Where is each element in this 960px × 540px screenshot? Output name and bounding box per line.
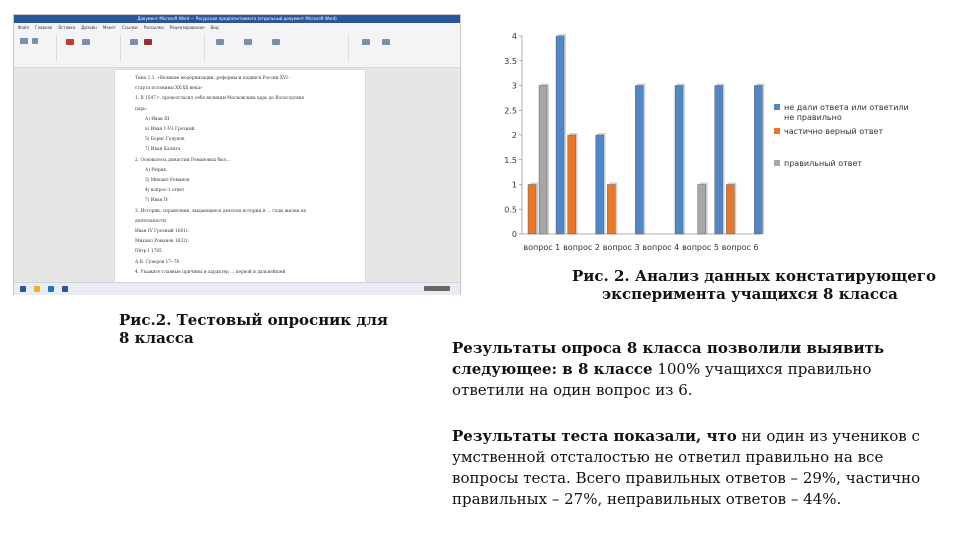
style-heading-icon: [244, 39, 252, 45]
doc-line: 7) Иван Калита: [145, 147, 181, 153]
start-icon: [20, 286, 26, 292]
ribbon-tab[interactable]: Файл: [18, 25, 30, 30]
y-tick-label: 1: [511, 180, 517, 190]
x-tick-label: вопрос 1: [523, 243, 561, 252]
questionnaire-caption-line2: 8 класса: [119, 329, 194, 347]
legend-label-line: не правильно: [784, 113, 842, 122]
replace-icon: [382, 39, 390, 45]
test-results-rest: ни один из учеников с умственной отсталостью не ответил правильно на все вопросы теста. Всего правильных ответов – 29%, частично правильных – 27%, неправильных ответов – 44%.: [452, 427, 921, 508]
doc-line: А) Иван III: [145, 116, 170, 122]
doc-line: А.В. Суворов 17--76: [135, 259, 180, 265]
word-document-screenshot: [13, 14, 461, 295]
y-tick-label: 2.5: [504, 106, 517, 116]
bar-correct: [698, 185, 706, 235]
bar-correct: [539, 86, 547, 235]
y-tick-label: 2: [511, 131, 517, 140]
bar-wrong: [596, 135, 604, 234]
legend-label-line: не дали ответа или ответили: [784, 103, 909, 112]
doc-line: 3) Борис Годунов: [145, 137, 185, 143]
survey-results-rest: 100% учащихся правильно ответили на один вопрос из 6.: [452, 360, 872, 399]
x-tick-label: вопрос 3: [602, 243, 640, 252]
cut-icon: [32, 38, 38, 44]
y-tick-label: 3.5: [504, 56, 517, 66]
survey-results-paragraph: [452, 338, 932, 401]
x-tick-label: вопрос 5: [682, 243, 719, 252]
bold-icon: [82, 39, 90, 45]
bullets-icon: [130, 39, 138, 45]
y-tick-label: 3: [511, 81, 517, 91]
x-tick-label: вопрос 2: [563, 243, 600, 252]
ribbon-tab[interactable]: Вид: [210, 25, 219, 30]
doc-line: деятельности: [135, 218, 166, 224]
legend-label: частично верный ответ: [784, 127, 884, 136]
doc-line: 1. В 1547 г. провозгласил себя великим Московским царь до Вологодских: [135, 96, 305, 102]
bar-partial: [528, 185, 536, 235]
survey-results-bold: Результаты опроса 8 класса позволили выявить следующее: в 8 классе: [452, 339, 885, 378]
ribbon-tab[interactable]: Дизайн: [81, 25, 97, 30]
doc-line: а) Иван 1-V-I Грозный: [145, 127, 195, 132]
questionnaire-caption-line1: Рис.2. Тестовый опросник для: [119, 311, 389, 329]
ribbon-tab[interactable]: Главная: [35, 25, 53, 30]
numbering-icon: [144, 39, 152, 45]
legend-label: [784, 103, 909, 122]
doc-line: Тема 1.1. «Великие модернизации, реформы и подвиги России XVI -: [135, 76, 291, 81]
ribbon-tab[interactable]: Ссылки: [121, 25, 138, 30]
test-results-paragraph: [452, 426, 932, 510]
word-canvas: [14, 68, 460, 282]
legend-swatch: [774, 160, 780, 166]
word-ribbon: [14, 23, 460, 68]
ribbon-tab[interactable]: Вставка: [58, 25, 76, 30]
y-tick-label: 4: [511, 32, 517, 41]
doc-line: 4) вопрос-1 ответ: [145, 188, 185, 194]
ribbon-group-paragraph: [124, 35, 205, 61]
ribbon-tabs: [18, 25, 219, 30]
bar-wrong: [635, 86, 643, 235]
results-chart: [506, 22, 956, 262]
legend-label: правильный ответ: [784, 159, 863, 168]
system-tray: [424, 286, 450, 291]
browser-icon: [48, 286, 54, 292]
doc-line: А) Рюрик: [145, 167, 167, 173]
x-tick-label: вопрос 4: [642, 243, 680, 252]
ribbon-group-clipboard: [16, 35, 57, 61]
chart-caption-line1: Рис. 2. Анализ данных констатирующего: [572, 267, 936, 285]
word-icon: [62, 286, 68, 292]
doc-line: царь:: [135, 106, 147, 112]
doc-line: Михаил Романов 1632г.: [135, 239, 190, 245]
y-tick-label: 0: [511, 230, 517, 239]
word-title-bar: Документ Microsoft Word — Ресурсная предпочитаемого (отдельный документ Microsoft Word): [14, 15, 460, 23]
bar-wrong: [715, 86, 723, 235]
ribbon-group-styles: [208, 35, 349, 61]
doc-line: Пётр I 1765: [135, 249, 162, 255]
doc-line: 3. Историк, справочник, выдающиеся деятели истории и ... годы жизни их: [135, 208, 307, 214]
doc-line: старта половины XX-XX века»: [135, 86, 203, 92]
style-title-icon: [272, 39, 280, 45]
ribbon-group-editing: [352, 35, 452, 61]
font-color-icon: [66, 39, 74, 45]
chart-caption-line2: эксперимента учащихся 8 класса: [602, 285, 898, 303]
explorer-icon: [34, 286, 40, 292]
x-tick-label: вопрос 6: [721, 243, 759, 252]
ribbon-group-font: [60, 35, 121, 61]
find-icon: [362, 39, 370, 45]
doc-line: 2. Основатель династии Романовых был...: [135, 157, 231, 163]
style-normal-icon: [216, 39, 224, 45]
ribbon-tab[interactable]: Макет: [102, 25, 116, 30]
test-results-bold: Результаты теста показали, что: [452, 427, 737, 445]
doc-line: 4. Укажите главные причины и характер ... первой и дальнейшей: [135, 269, 286, 275]
doc-line: 7) Иван IV: [145, 198, 169, 204]
bar-wrong: [754, 86, 762, 235]
bar-wrong: [675, 86, 683, 235]
legend-swatch: [774, 128, 780, 134]
legend-swatch: [774, 104, 780, 110]
doc-line: Иван IV Грозный 1601г.: [135, 229, 190, 234]
y-tick-label: 1.5: [504, 155, 517, 165]
bar-partial: [568, 135, 576, 234]
word-page: [115, 70, 365, 282]
doc-line: 3) Михаил Романов: [145, 178, 190, 183]
windows-taskbar: [14, 282, 460, 295]
paste-icon: [20, 38, 28, 44]
chart-caption: [572, 267, 936, 303]
ribbon-tab[interactable]: Рассылки: [143, 25, 164, 30]
y-tick-label: 0.5: [504, 205, 517, 215]
bar-wrong: [556, 36, 564, 234]
ribbon-tab[interactable]: Рецензирование: [169, 25, 205, 30]
questionnaire-caption: [119, 311, 388, 347]
bar-partial: [607, 185, 615, 235]
bar-partial: [726, 185, 734, 235]
